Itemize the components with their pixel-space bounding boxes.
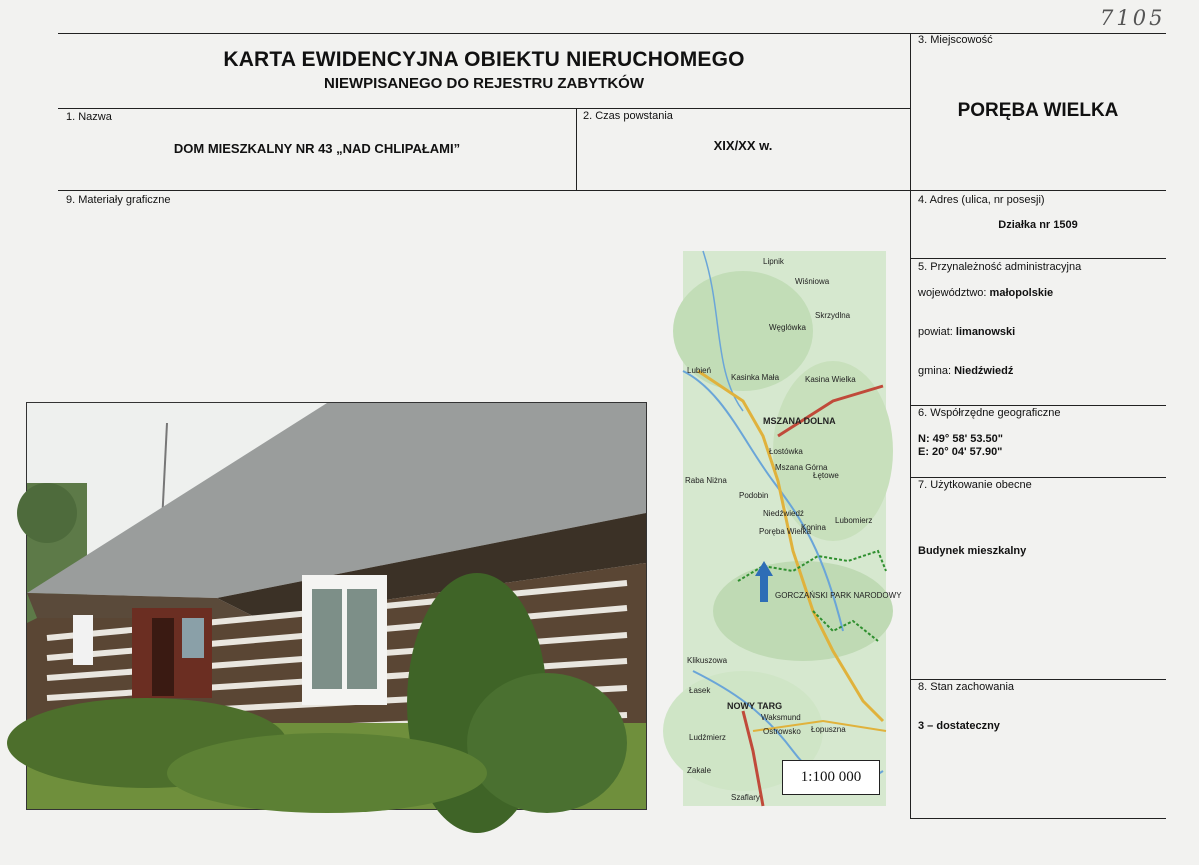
right-column-divider [910, 33, 911, 818]
wojewodztwo-prefix: województwo: [918, 287, 987, 299]
location-map [683, 251, 902, 806]
stan-label: 8. Stan zachowania [918, 681, 1015, 693]
miejscowosc-label: 3. Miejscowość [918, 34, 993, 46]
wspolrzedne-label: 6. Współrzędne geograficzne [918, 407, 1061, 419]
usage-bottom-line [910, 679, 1166, 680]
powiat-prefix: powiat: [918, 326, 953, 338]
map-place: Raba Niżna [685, 476, 727, 485]
map-scale: 1:100 000 [782, 760, 880, 795]
stan-value: 3 – dostateczny [918, 720, 1000, 732]
powiat-line [918, 326, 1015, 338]
miejscowosc-value: PORĘBA WIELKA [957, 100, 1119, 121]
powiat-value: limanowski [955, 326, 1016, 338]
wojewodztwo-value: małopolskie [989, 287, 1054, 299]
map-place: Poręba Wielka [759, 527, 812, 536]
gmina-line [918, 365, 1013, 377]
czas-label: 2. Czas powstania [583, 110, 673, 122]
house-illustration [27, 403, 646, 809]
map-place: Łostówka [769, 447, 803, 456]
map-place: Łętowe [813, 471, 839, 480]
header-bottom-line [58, 108, 910, 109]
map-place: Kasinka Mała [731, 373, 780, 382]
uzytkowanie-value: Budynek mieszkalny [918, 545, 1027, 557]
map-place: MSZANA DOLNA [763, 416, 836, 426]
card-title: KARTA EWIDENCYJNA OBIEKTU NIERUCHOMEGO [223, 48, 745, 71]
map-place: Skrzydlna [815, 311, 851, 320]
adres-value: Działka nr 1509 [998, 219, 1078, 231]
map-place: Wiśniowa [795, 277, 830, 286]
row1-bottom-line [58, 190, 1166, 191]
gmina-prefix: gmina: [918, 365, 952, 377]
coords-bottom-line [910, 477, 1166, 478]
handwritten-number: 7105 [1100, 6, 1166, 30]
map-place: Ludźmierz [689, 733, 726, 742]
czas-value: XIX/XX w. [713, 138, 773, 153]
wojewodztwo-line [918, 287, 1053, 299]
map-place: Podobin [739, 491, 769, 500]
nazwa-label: 1. Nazwa [66, 111, 112, 123]
map-place: Łasek [689, 686, 711, 695]
top-border [58, 33, 1166, 34]
map-place: Mszana Górna [775, 463, 828, 472]
gmina-value: Niedźwiedź [954, 365, 1014, 377]
map-place: NOWY TARG [727, 701, 783, 711]
map-place: Łopuszna [811, 725, 846, 734]
map-place: Szaflary [731, 793, 760, 802]
wspolrzedne-e: E: 20° 04' 57.90" [918, 446, 1003, 458]
materialy-label: 9. Materiały graficzne [66, 194, 171, 206]
map-place: Konina [801, 523, 826, 532]
map-place: Lubień [687, 366, 712, 375]
map-place: Kasina Wielka [805, 375, 856, 384]
map-place: GORCZAŃSKI PARK NARODOWY [775, 591, 902, 600]
nazwa-value: DOM MIESZKALNY NR 43 „NAD CHLIPAŁAMI” [173, 141, 461, 156]
map-place: Niedźwiedź [763, 509, 804, 518]
uzytkowanie-label: 7. Użytkowanie obecne [918, 479, 1032, 491]
map-place: Zakale [687, 766, 712, 775]
card-subtitle: NIEWPISANEGO DO REJESTRU ZABYTKÓW [323, 75, 645, 92]
adres-label: 4. Adres (ulica, nr posesji) [918, 194, 1045, 206]
map-place: Klikuszowa [687, 656, 728, 665]
wspolrzedne-n: N: 49° 58' 53.50" [918, 433, 1004, 445]
map-place: Lipnik [763, 257, 784, 266]
map-place: Ostrowsko [763, 727, 801, 736]
bottom-right-line [910, 818, 1166, 819]
adres-bottom-line [910, 258, 1166, 259]
admin-label: 5. Przynależność administracyjna [918, 261, 1082, 273]
house-photo [26, 402, 647, 810]
map-place: Waksmund [761, 713, 801, 722]
map-place: Węglówka [769, 323, 806, 332]
admin-bottom-line [910, 405, 1166, 406]
map-place: Lubomierz [835, 516, 873, 525]
